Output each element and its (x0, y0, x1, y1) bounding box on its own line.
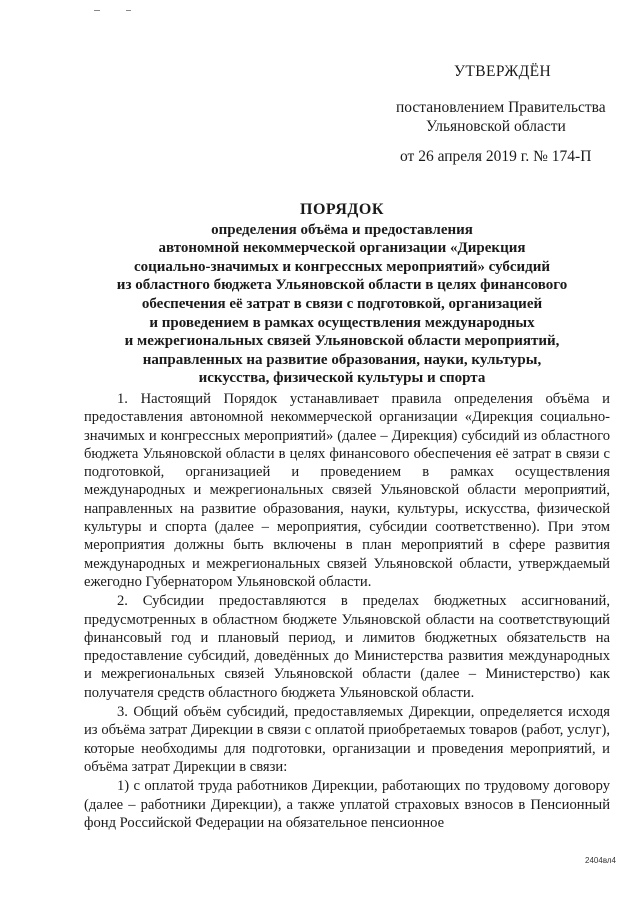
scan-artifact-top (126, 10, 131, 11)
paragraph-4: 1) с оплатой труда работников Дирекции, работающих по трудовому договору (далее – работники Дирекции), а также уплатой страховых взносов в Пенсионный фонд Российской Федерации на обязательное пенсионное (84, 778, 610, 831)
document-title (72, 201, 612, 388)
title-line: обеспечения её затрат в связи с подготовкой, организацией (141, 295, 543, 312)
title-line: из областного бюджета Ульяновской области в целях финансового (116, 277, 568, 294)
title-line: искусства, физической культуры и спорта (198, 370, 486, 387)
title-line: автономной некоммерческой организации «Дирекция (158, 240, 526, 257)
paragraph-2: 2. Субсидии предоставляются в пределах бюджетных ассигнований, предусмотренных в областном бюджете Ульяновской области на соответствующий финансовый год и плановый период, и лимитов бюджетных обязательств на предоставление субсидий, доведённых до Министерства развития международных и межрегиональных связей Ульяновской области (далее – Министерство) как получателя средств областного бюджета Ульяновской области. (84, 593, 610, 701)
title-line: социально-значимых и конгрессных мероприятий» субсидий (133, 258, 551, 275)
title-line: направленных на развитие образования, науки, культуры, (142, 351, 542, 368)
scan-artifact-top (94, 10, 100, 11)
page-code: 2404вл4 (585, 856, 616, 865)
approval-title: УТВЕРЖДЁН (454, 63, 552, 80)
approval-by: постановлением Правительства (396, 99, 606, 116)
paragraph-1: 1. Настоящий Порядок устанавливает правила определения объёма и предоставления автономной некоммерческой организации «Дирекция социально-значимых и конгрессных мероприятий» (далее – Дирекция) субсидий из областного бюджета Ульяновской области в целях финансового обеспечения её затрат в связи с подготовкой, организацией и проведением в рамках осуществления международных и межрегиональных связей Ульяновской области мероприятий, направленных на развитие образования, науки, культуры, искусства, физической культуры и спорта (далее – мероприятия, субсидии соответственно). При этом мероприятия должны быть включены в план мероприятий в сфере развития международных и межрегиональных связей Ульяновской области, утверждаемый ежегодно Губернатором Ульяновской области. (84, 391, 610, 590)
paragraph-3: 3. Общий объём субсидий, предоставляемых Дирекции, определяется исходя из объёма затрат Дирекции в связи с оплатой приобретаемых товаров (работ, услуг), которые необходимы для подготовки, организации и проведения мероприятий, и объёма затрат Дирекции в связи: (84, 704, 610, 775)
title-line: определения объёма и предоставления (211, 221, 473, 238)
title-line: и проведением в рамках осуществления международных (149, 314, 535, 331)
document-body (84, 390, 610, 832)
title-main: ПОРЯДОК (300, 201, 384, 218)
approval-region: Ульяновской области (426, 118, 566, 135)
title-line: и межрегиональных связей Ульяновской области мероприятий, (124, 333, 560, 350)
approval-date: от 26 апреля 2019 г. № 174-П (400, 148, 592, 165)
